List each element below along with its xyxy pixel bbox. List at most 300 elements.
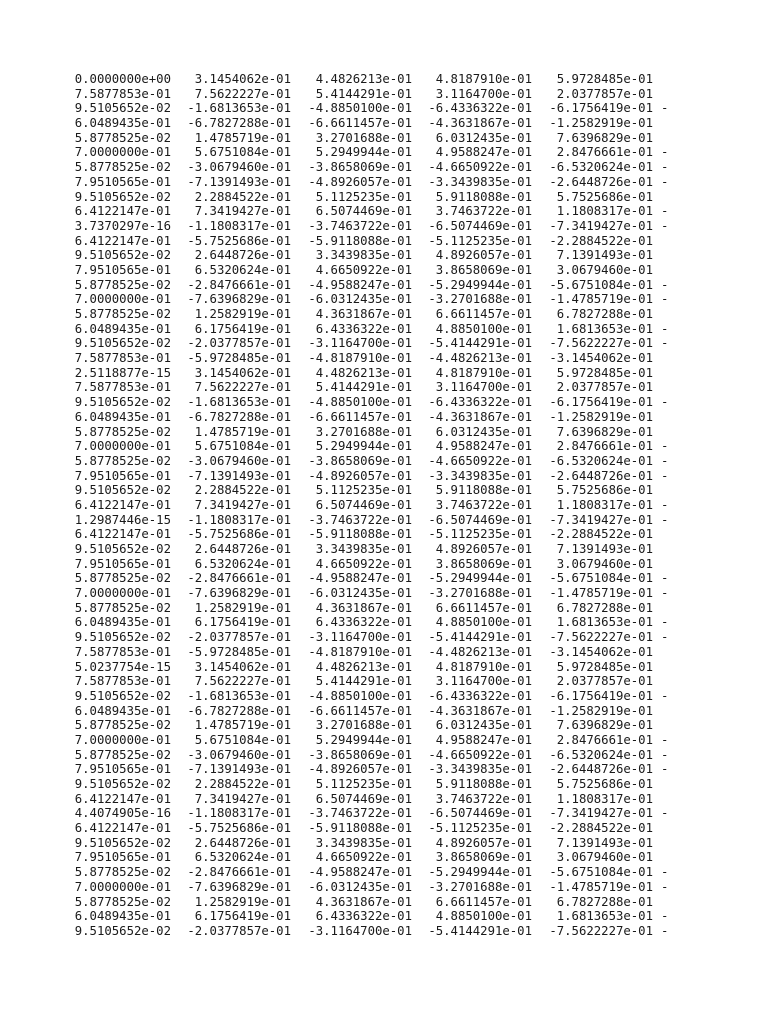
table-cell: 5.8778525e-02 <box>74 453 171 468</box>
table-row <box>64 615 679 630</box>
table-row <box>64 336 679 351</box>
trailing-mark <box>653 836 679 851</box>
table-cell: 3.8658069e-01 <box>435 850 532 865</box>
table-cell: -7.5622227e-01 <box>549 336 653 351</box>
trailing-mark: - <box>661 762 669 777</box>
table-cell: 4.8850100e-01 <box>435 321 532 336</box>
table-cell: -5.4144291e-01 <box>428 923 532 938</box>
table-cell: 6.1756419e-01 <box>194 615 291 630</box>
table-cell: -4.8926057e-01 <box>308 762 412 777</box>
trailing-mark: - <box>661 923 669 938</box>
table-row <box>64 777 679 792</box>
table-row <box>64 513 679 528</box>
table-cell: 7.5622227e-01 <box>194 674 291 689</box>
table-cell: -3.7463722e-01 <box>308 218 412 233</box>
table-cell: -2.6448726e-01 <box>549 174 653 189</box>
table-cell: 4.9588247e-01 <box>435 439 532 454</box>
table-cell: -2.0377857e-01 <box>187 923 291 938</box>
table-cell: -6.1756419e-01 <box>549 395 653 410</box>
table-cell: -4.3631867e-01 <box>428 409 532 424</box>
trailing-mark: - <box>661 571 669 586</box>
trailing-mark: - <box>661 218 669 233</box>
trailing-mark <box>653 410 679 425</box>
trailing-mark <box>653 674 679 689</box>
table-cell: 9.5105652e-02 <box>74 630 171 645</box>
table-row <box>64 116 679 131</box>
table-cell: 5.6751084e-01 <box>194 439 291 454</box>
table-row <box>64 410 679 425</box>
table-row <box>64 366 679 381</box>
trailing-mark <box>653 425 679 440</box>
table-row <box>64 190 679 205</box>
table-row <box>64 248 679 263</box>
table-cell: 7.1391493e-01 <box>556 248 653 263</box>
table-cell: -2.8476661e-01 <box>187 277 291 292</box>
trailing-mark <box>653 72 679 87</box>
table-cell: 2.0377857e-01 <box>556 86 653 101</box>
table-cell: -4.4826213e-01 <box>428 351 532 366</box>
table-cell: 9.5105652e-02 <box>74 336 171 351</box>
table-row <box>64 909 679 924</box>
table-row <box>64 630 679 645</box>
table-cell: 6.0312435e-01 <box>435 718 532 733</box>
table-row <box>64 586 679 601</box>
table-cell: 5.6751084e-01 <box>194 732 291 747</box>
table-cell: 6.0489435e-01 <box>74 615 171 630</box>
table-row <box>64 924 679 939</box>
table-row <box>64 762 679 777</box>
table-cell: 7.6396829e-01 <box>556 130 653 145</box>
table-cell: -5.1125235e-01 <box>428 527 532 542</box>
table-cell: 5.8778525e-02 <box>74 718 171 733</box>
table-cell: 6.4122147e-01 <box>74 821 171 836</box>
table-cell: -6.0312435e-01 <box>308 879 412 894</box>
trailing-mark: - <box>661 204 669 219</box>
trailing-mark: - <box>661 321 669 336</box>
table-cell: -6.4336322e-01 <box>428 395 532 410</box>
table-cell: 2.6448726e-01 <box>194 542 291 556</box>
table-cell: -5.1125235e-01 <box>428 821 532 836</box>
trailing-mark <box>653 704 679 719</box>
table-cell: -6.7827288e-01 <box>187 116 291 131</box>
table-row <box>64 292 679 307</box>
table-row <box>64 307 679 322</box>
table-cell: 2.2884522e-01 <box>194 777 291 791</box>
trailing-mark <box>653 483 679 498</box>
table-cell: 5.1125235e-01 <box>315 189 412 204</box>
table-cell: -5.9118088e-01 <box>308 821 412 836</box>
table-cell: 7.0000000e-01 <box>74 586 171 601</box>
table-cell: -2.0377857e-01 <box>187 336 291 351</box>
table-cell: 3.1164700e-01 <box>435 380 532 395</box>
numeric-data-body <box>64 72 679 939</box>
table-cell: -7.3419427e-01 <box>549 218 653 233</box>
table-row <box>64 645 679 660</box>
trailing-mark: - <box>661 865 669 880</box>
table-cell: -1.6813653e-01 <box>187 395 291 410</box>
table-cell: 5.8778525e-02 <box>74 747 171 762</box>
table-cell: 3.1164700e-01 <box>435 674 532 689</box>
table-row <box>64 704 679 719</box>
table-cell: -4.6650922e-01 <box>428 747 532 762</box>
table-cell: -6.5320624e-01 <box>549 453 653 468</box>
table-row <box>64 160 679 175</box>
trailing-mark <box>653 307 679 322</box>
table-cell: 3.1454062e-01 <box>194 659 291 674</box>
table-cell: 2.8476661e-01 <box>556 145 653 160</box>
table-cell: -5.4144291e-01 <box>428 336 532 351</box>
table-cell: -3.8658069e-01 <box>308 453 412 468</box>
table-cell: -2.8476661e-01 <box>187 865 291 880</box>
trailing-mark: - <box>661 336 669 351</box>
trailing-mark <box>653 248 679 263</box>
table-cell: 5.9118088e-01 <box>435 777 532 791</box>
table-cell: 6.0489435e-01 <box>74 409 171 424</box>
trailing-mark: - <box>661 732 669 747</box>
table-row <box>64 748 679 763</box>
table-cell: 7.9510565e-01 <box>74 262 171 277</box>
table-cell: 1.2987446e-15 <box>74 512 171 527</box>
table-cell: 3.7463722e-01 <box>435 791 532 806</box>
table-row <box>64 865 679 880</box>
table-cell: 5.8778525e-02 <box>74 160 171 175</box>
table-cell: 5.0237754e-15 <box>74 659 171 674</box>
table-cell: -6.0312435e-01 <box>308 292 412 307</box>
trailing-mark: - <box>661 101 669 116</box>
table-cell: 7.5877853e-01 <box>74 351 171 366</box>
table-cell: 9.5105652e-02 <box>74 688 171 703</box>
trailing-mark: - <box>661 512 669 527</box>
table-row <box>64 219 679 234</box>
table-cell: 5.8778525e-02 <box>74 307 171 321</box>
table-cell: -5.9728485e-01 <box>187 644 291 659</box>
table-cell: 1.2582919e-01 <box>194 307 291 321</box>
table-row <box>64 322 679 337</box>
trailing-mark: - <box>661 909 669 924</box>
table-cell: -6.7827288e-01 <box>187 703 291 718</box>
table-cell: -6.0312435e-01 <box>308 586 412 601</box>
trailing-mark <box>653 351 679 366</box>
table-cell: 4.8187910e-01 <box>435 365 532 380</box>
table-cell: -6.1756419e-01 <box>549 101 653 116</box>
table-cell: 6.4336322e-01 <box>315 321 412 336</box>
table-cell: -4.8187910e-01 <box>308 351 412 366</box>
table-cell: 7.9510565e-01 <box>74 174 171 189</box>
table-row <box>64 718 679 733</box>
table-cell: -4.8926057e-01 <box>308 174 412 189</box>
table-cell: 6.4122147e-01 <box>74 527 171 542</box>
table-cell: -1.4785719e-01 <box>549 586 653 601</box>
table-cell: 5.9728485e-01 <box>556 365 653 380</box>
table-cell: -4.9588247e-01 <box>308 571 412 586</box>
trailing-mark: - <box>661 174 669 189</box>
table-cell: -5.6751084e-01 <box>549 277 653 292</box>
table-cell: 5.9118088e-01 <box>435 189 532 204</box>
table-cell: -1.1808317e-01 <box>187 218 291 233</box>
table-cell: 3.1454062e-01 <box>194 72 291 86</box>
table-cell: 5.8778525e-02 <box>74 130 171 145</box>
table-cell: 6.7827288e-01 <box>556 307 653 321</box>
table-cell: 1.1808317e-01 <box>556 204 653 219</box>
table-row <box>64 234 679 249</box>
trailing-mark <box>653 190 679 205</box>
table-cell: -4.3631867e-01 <box>428 703 532 718</box>
table-cell: -4.8926057e-01 <box>308 468 412 483</box>
table-cell: -2.0377857e-01 <box>187 630 291 645</box>
table-cell: 7.1391493e-01 <box>556 835 653 850</box>
table-cell: -6.5320624e-01 <box>549 747 653 762</box>
table-row <box>64 204 679 219</box>
table-cell: -3.1164700e-01 <box>308 630 412 645</box>
table-cell: -2.2884522e-01 <box>549 821 653 836</box>
trailing-mark: - <box>661 395 669 410</box>
table-cell: 7.9510565e-01 <box>74 468 171 483</box>
table-cell: 6.0489435e-01 <box>74 116 171 131</box>
table-cell: -5.4144291e-01 <box>428 630 532 645</box>
trailing-mark <box>653 380 679 395</box>
table-cell: 9.5105652e-02 <box>74 189 171 204</box>
trailing-mark: - <box>661 160 669 175</box>
table-row <box>64 395 679 410</box>
table-cell: 4.8926057e-01 <box>435 835 532 850</box>
table-cell: 7.5622227e-01 <box>194 86 291 101</box>
trailing-mark <box>653 527 679 542</box>
table-cell: 3.1164700e-01 <box>435 86 532 101</box>
table-cell: -1.2582919e-01 <box>549 703 653 718</box>
table-row <box>64 527 679 542</box>
table-cell: 5.1125235e-01 <box>315 483 412 498</box>
table-row <box>64 380 679 395</box>
trailing-mark <box>653 131 679 146</box>
table-cell: -6.4336322e-01 <box>428 688 532 703</box>
table-cell: 6.0489435e-01 <box>74 321 171 336</box>
table-cell: 5.4144291e-01 <box>315 380 412 395</box>
table-cell: 9.5105652e-02 <box>74 483 171 498</box>
table-cell: 5.7525686e-01 <box>556 189 653 204</box>
table-cell: -4.8187910e-01 <box>308 644 412 659</box>
table-cell: 7.6396829e-01 <box>556 718 653 733</box>
table-cell: 7.3419427e-01 <box>194 791 291 806</box>
table-cell: 4.4826213e-01 <box>315 365 412 380</box>
trailing-mark <box>653 895 679 910</box>
table-cell: -3.2701688e-01 <box>428 292 532 307</box>
table-cell: 7.0000000e-01 <box>74 732 171 747</box>
table-cell: -4.8850100e-01 <box>308 395 412 410</box>
table-cell: 3.3439835e-01 <box>315 248 412 263</box>
table-row <box>64 689 679 704</box>
table-cell: 1.1808317e-01 <box>556 791 653 806</box>
table-cell: 4.8926057e-01 <box>435 248 532 263</box>
table-cell: -3.7463722e-01 <box>308 512 412 527</box>
table-cell: -7.6396829e-01 <box>187 292 291 307</box>
trailing-mark <box>653 542 679 557</box>
table-cell: 1.4785719e-01 <box>194 424 291 439</box>
table-cell: 1.6813653e-01 <box>556 909 653 924</box>
table-cell: 7.0000000e-01 <box>74 879 171 894</box>
table-row <box>64 483 679 498</box>
trailing-mark: - <box>661 586 669 601</box>
table-cell: 6.4336322e-01 <box>315 909 412 924</box>
table-cell: 6.5074469e-01 <box>315 791 412 806</box>
table-cell: 3.2701688e-01 <box>315 424 412 439</box>
table-cell: 3.0679460e-01 <box>556 262 653 277</box>
table-cell: -7.1391493e-01 <box>187 468 291 483</box>
table-cell: 7.3419427e-01 <box>194 497 291 512</box>
table-row <box>64 101 679 116</box>
table-cell: -7.3419427e-01 <box>549 806 653 821</box>
table-cell: -6.1756419e-01 <box>549 688 653 703</box>
table-cell: -2.8476661e-01 <box>187 571 291 586</box>
table-cell: 6.6611457e-01 <box>435 307 532 321</box>
table-cell: 2.0377857e-01 <box>556 674 653 689</box>
table-cell: -3.0679460e-01 <box>187 747 291 762</box>
table-cell: -4.8850100e-01 <box>308 688 412 703</box>
table-cell: -7.1391493e-01 <box>187 762 291 777</box>
table-cell: 6.5320624e-01 <box>194 850 291 865</box>
table-cell: 3.0679460e-01 <box>556 850 653 865</box>
table-cell: 9.5105652e-02 <box>74 101 171 116</box>
table-cell: -2.6448726e-01 <box>549 468 653 483</box>
table-cell: 5.7525686e-01 <box>556 777 653 791</box>
table-cell: 6.4122147e-01 <box>74 497 171 512</box>
table-cell: 7.5877853e-01 <box>74 644 171 659</box>
table-cell: -3.7463722e-01 <box>308 806 412 821</box>
table-cell: 7.0000000e-01 <box>74 292 171 307</box>
trailing-mark: - <box>661 806 669 821</box>
table-cell: -5.9728485e-01 <box>187 351 291 366</box>
table-cell: 4.8926057e-01 <box>435 542 532 556</box>
table-cell: -5.7525686e-01 <box>187 821 291 836</box>
table-cell: 4.4074905e-16 <box>74 806 171 821</box>
table-cell: -1.2582919e-01 <box>549 116 653 131</box>
table-cell: -5.7525686e-01 <box>187 233 291 248</box>
trailing-mark <box>653 601 679 616</box>
table-cell: 4.9588247e-01 <box>435 145 532 160</box>
trailing-mark <box>653 557 679 572</box>
table-cell: 5.8778525e-02 <box>74 600 171 615</box>
table-cell: 5.9118088e-01 <box>435 483 532 498</box>
table-cell: 4.8850100e-01 <box>435 909 532 924</box>
table-cell: -3.3439835e-01 <box>428 174 532 189</box>
table-cell: 6.0489435e-01 <box>74 909 171 924</box>
table-cell: -2.2884522e-01 <box>549 233 653 248</box>
table-cell: 5.2949944e-01 <box>315 145 412 160</box>
table-cell: 4.3631867e-01 <box>315 307 412 321</box>
table-cell: 2.8476661e-01 <box>556 732 653 747</box>
trailing-mark: - <box>661 277 669 292</box>
table-cell: -3.8658069e-01 <box>308 160 412 175</box>
table-cell: 5.8778525e-02 <box>74 424 171 439</box>
table-cell: -3.0679460e-01 <box>187 453 291 468</box>
table-cell: 3.7463722e-01 <box>435 204 532 219</box>
table-cell: 4.6650922e-01 <box>315 556 412 571</box>
table-cell: -3.1454062e-01 <box>549 351 653 366</box>
trailing-mark <box>653 87 679 102</box>
table-cell: -3.1164700e-01 <box>308 923 412 938</box>
table-cell: 3.2701688e-01 <box>315 718 412 733</box>
table-cell: -5.9118088e-01 <box>308 527 412 542</box>
table-row <box>64 131 679 146</box>
table-cell: 7.9510565e-01 <box>74 762 171 777</box>
table-cell: -5.2949944e-01 <box>428 571 532 586</box>
table-cell: -5.7525686e-01 <box>187 527 291 542</box>
table-cell: 3.3439835e-01 <box>315 835 412 850</box>
table-row <box>64 895 679 910</box>
table-cell: 3.8658069e-01 <box>435 262 532 277</box>
table-cell: 4.6650922e-01 <box>315 850 412 865</box>
table-cell: 9.5105652e-02 <box>74 395 171 410</box>
table-cell: 9.5105652e-02 <box>74 835 171 850</box>
trailing-mark: - <box>661 879 669 894</box>
table-cell: -6.7827288e-01 <box>187 409 291 424</box>
table-cell: 4.8850100e-01 <box>435 615 532 630</box>
trailing-mark <box>653 718 679 733</box>
table-cell: -1.6813653e-01 <box>187 688 291 703</box>
table-cell: -3.2701688e-01 <box>428 879 532 894</box>
table-cell: -7.1391493e-01 <box>187 174 291 189</box>
trailing-mark: - <box>661 497 669 512</box>
table-row <box>64 454 679 469</box>
table-cell: -4.4826213e-01 <box>428 644 532 659</box>
table-cell: -6.5074469e-01 <box>428 512 532 527</box>
table-cell: 6.0489435e-01 <box>74 703 171 718</box>
table-cell: -5.9118088e-01 <box>308 233 412 248</box>
table-row <box>64 733 679 748</box>
table-cell: 6.0312435e-01 <box>435 130 532 145</box>
table-cell: -5.1125235e-01 <box>428 233 532 248</box>
table-cell: 4.8187910e-01 <box>435 72 532 86</box>
table-cell: -3.1164700e-01 <box>308 336 412 351</box>
table-cell: -5.6751084e-01 <box>549 571 653 586</box>
trailing-mark: - <box>661 468 669 483</box>
table-cell: 7.0000000e-01 <box>74 439 171 454</box>
table-cell: 5.7525686e-01 <box>556 483 653 498</box>
trailing-mark <box>653 366 679 381</box>
table-cell: 6.6611457e-01 <box>435 600 532 615</box>
table-cell: 6.5074469e-01 <box>315 497 412 512</box>
trailing-mark: - <box>661 145 669 160</box>
table-cell: 4.4826213e-01 <box>315 659 412 674</box>
numeric-data-table <box>64 72 679 939</box>
table-cell: -7.6396829e-01 <box>187 879 291 894</box>
table-cell: -4.8850100e-01 <box>308 101 412 116</box>
table-cell: -1.1808317e-01 <box>187 512 291 527</box>
table-cell: 9.5105652e-02 <box>74 542 171 556</box>
table-cell: 2.8476661e-01 <box>556 439 653 454</box>
table-cell: -7.5622227e-01 <box>549 630 653 645</box>
table-cell: 2.6448726e-01 <box>194 835 291 850</box>
table-cell: 3.0679460e-01 <box>556 556 653 571</box>
table-row <box>64 145 679 160</box>
table-cell: 1.2582919e-01 <box>194 600 291 615</box>
table-cell: 6.7827288e-01 <box>556 894 653 909</box>
table-cell: 5.9728485e-01 <box>556 72 653 86</box>
table-row <box>64 498 679 513</box>
table-cell: 5.8778525e-02 <box>74 571 171 586</box>
table-cell: 6.4122147e-01 <box>74 233 171 248</box>
table-row <box>64 660 679 675</box>
table-cell: 5.1125235e-01 <box>315 777 412 791</box>
table-cell: 1.6813653e-01 <box>556 615 653 630</box>
table-cell: 3.2701688e-01 <box>315 130 412 145</box>
table-cell: -7.6396829e-01 <box>187 586 291 601</box>
table-cell: -6.4336322e-01 <box>428 101 532 116</box>
table-cell: 7.9510565e-01 <box>74 556 171 571</box>
table-cell: -3.1454062e-01 <box>549 644 653 659</box>
table-cell: -7.5622227e-01 <box>549 923 653 938</box>
table-row <box>64 601 679 616</box>
table-cell: 9.5105652e-02 <box>74 777 171 791</box>
